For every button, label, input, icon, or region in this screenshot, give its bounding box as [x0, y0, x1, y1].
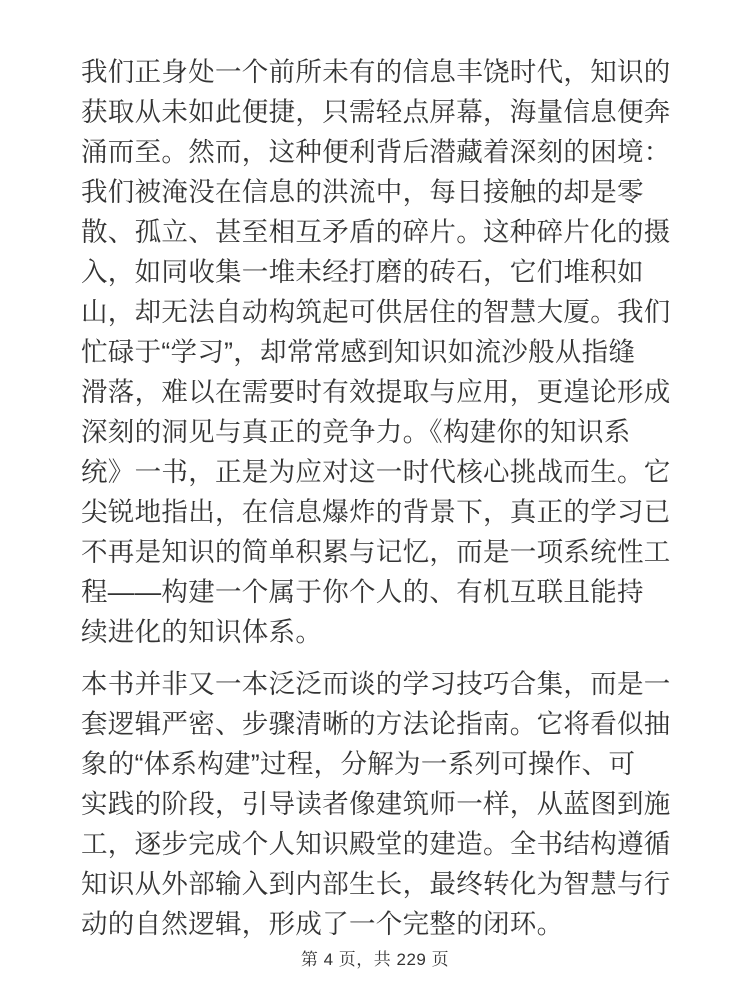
text-line: 尖锐地指出，在信息爆炸的背景下，真正的学习已 [81, 497, 671, 527]
text-line: 散、孤立、甚至相互矛盾的碎片。这种碎片化的摄 [81, 217, 671, 247]
text-line: 获取从未如此便捷，只需轻点屏幕，海量信息便奔 [81, 97, 671, 127]
page-indicator: 第 4 页，共 229 页 [300, 950, 450, 969]
text-line: 象的“体系构建”过程，分解为一系列可操作、可 [81, 749, 636, 779]
document-body [81, 52, 691, 944]
text-line: 涌而至。然而，这种便利背后潜藏着深刻的困境： [81, 137, 671, 167]
text-line: 实践的阶段，引导读者像建筑师一样，从蓝图到施 [81, 789, 671, 819]
text-line: 入，如同收集一堆未经打磨的砖石，它们堆积如 [81, 257, 644, 287]
text-line: 统》一书，正是为应对这一时代核心挑战而生。它 [81, 457, 671, 487]
paragraph [81, 664, 691, 944]
text-line: 我们正身处一个前所未有的信息丰饶时代，知识的 [81, 57, 671, 87]
text-line: 本书并非又一本泛泛而谈的学习技巧合集，而是一 [81, 669, 671, 699]
text-line: 程——构建一个属于你个人的、有机互联且能持 [81, 577, 644, 607]
page-footer [0, 948, 750, 972]
text-line: 深刻的洞见与真正的竞争力。《构建你的知识系 [81, 417, 631, 447]
text-line: 续进化的知识体系。 [81, 617, 323, 647]
text-line: 不再是知识的简单积累与记忆，而是一项系统性工 [81, 537, 671, 567]
text-line: 知识从外部输入到内部生长，最终转化为智慧与行 [81, 869, 671, 899]
text-line: 我们被淹没在信息的洪流中，每日接触的却是零 [81, 177, 644, 207]
text-line: 山，却无法自动构筑起可供居住的智慧大厦。我们 [81, 297, 671, 327]
text-line: 套逻辑严密、步骤清晰的方法论指南。它将看似抽 [81, 709, 671, 739]
text-line: 工，逐步完成个人知识殿堂的建造。全书结构遵循 [81, 829, 671, 859]
paragraph [81, 52, 691, 652]
text-line: 滑落，难以在需要时有效提取与应用，更遑论形成 [81, 377, 671, 407]
text-line: 忙碌于“学习”，却常常感到知识如流沙般从指缝 [81, 337, 636, 367]
text-line: 动的自然逻辑，形成了一个完整的闭环。 [81, 909, 564, 939]
